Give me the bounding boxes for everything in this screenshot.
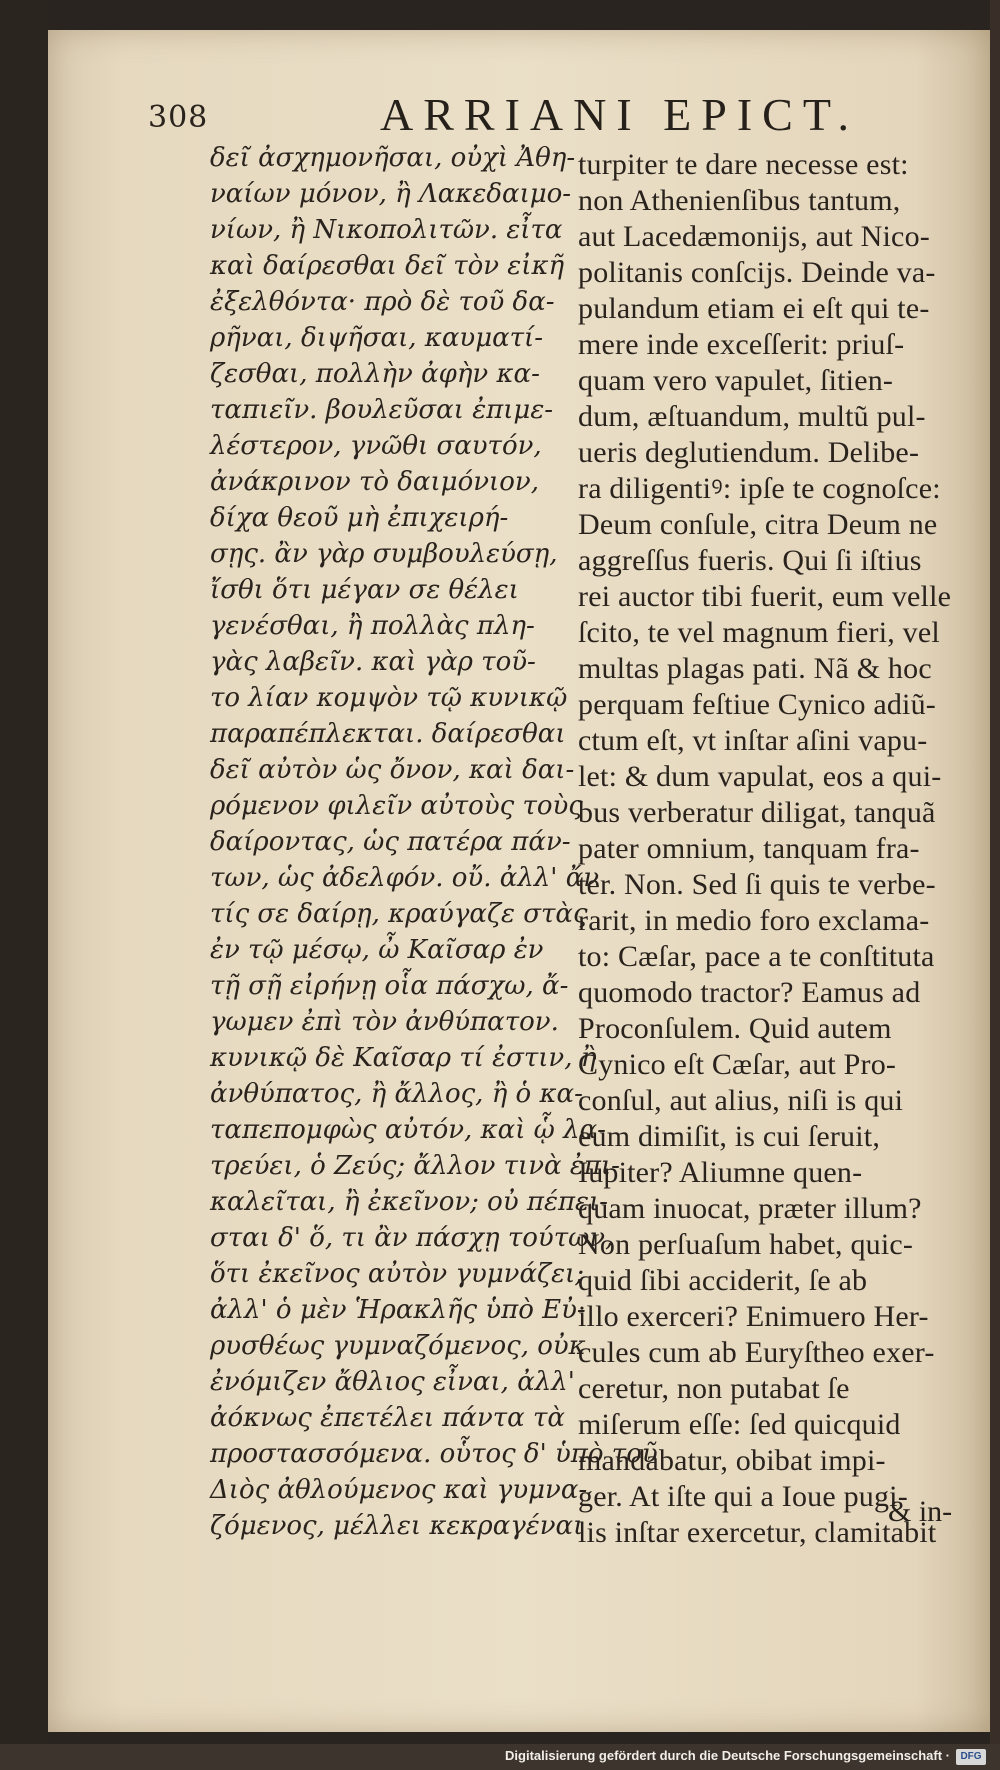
latin-text-line: quid ſibi acciderit, ſe ab <box>578 1264 868 1297</box>
greek-text-line: λέστερον, γνῶθι σαυτόν, <box>210 431 542 461</box>
greek-text-line: νίων, ἢ Νικοπολιτῶν. εἶτα <box>210 215 563 245</box>
greek-text-line: γενέσθαι, ἢ πολλὰς πλη- <box>210 611 535 641</box>
greek-text-line: προστασσόμενα. οὗτος δ' ὑπὸ τοῦ <box>210 1439 658 1469</box>
latin-text-line: ſcito, te vel magnum fieri, vel <box>578 616 940 649</box>
latin-text-line: lis inſtar exercetur, clamitabit <box>578 1516 937 1549</box>
latin-text-line: conſul, aut alius, niſi is qui <box>578 1084 904 1117</box>
latin-text-line: multas plagas pati. Nã & hoc <box>578 652 932 685</box>
dfg-logo: DFG <box>956 1749 986 1765</box>
latin-text-line: ra diligentiꝰ: ipſe te cognoſce: <box>578 472 941 505</box>
latin-text-line: ceretur, non putabat ſe <box>578 1372 850 1405</box>
latin-text-line: ger. At iſte qui a Ioue pugi- <box>578 1480 908 1513</box>
greek-text-line: ρῆναι, διψῆσαι, καυματί- <box>210 323 544 353</box>
latin-text-line: Cynico eſt Cæſar, aut Pro- <box>578 1048 897 1081</box>
catchword: & in- <box>888 1495 953 1528</box>
greek-text-line: τῇ σῇ εἰρήνῃ οἷα πάσχω, ἄ- <box>210 971 569 1001</box>
latin-text-line: ter. Non. Sed ſi quis te verbe- <box>578 868 936 901</box>
greek-text-line: κυνικῷ δὲ Καῖσαρ τί ἐστιν, ἢ <box>210 1043 597 1073</box>
greek-text-line: σῃς. ἂν γὰρ συμβουλεύσῃ, <box>210 539 558 569</box>
greek-text-line: ναίων μόνον, ἢ Λακεδαιμο- <box>210 179 572 209</box>
latin-text-line: let: & dum vapulat, eos a qui- <box>578 760 942 793</box>
latin-text-line: Proconſulem. Quid autem <box>578 1012 892 1045</box>
greek-text-line: ἀνάκρινον τὸ δαιμόνιον, <box>210 467 539 497</box>
greek-text-line: καὶ δαίρεσθαι δεῖ τὸν εἰκῆ <box>210 251 565 281</box>
greek-text-line: γὰς λαβεῖν. καὶ γὰρ τοῦ- <box>210 647 536 677</box>
greek-text-line: δεῖ ἀσχημονῆσαι, οὐχὶ Ἀθη- <box>210 143 576 173</box>
latin-text-line: illo exerceri? Enimuero Her- <box>578 1300 929 1333</box>
greek-text-line: ἐνόμιζεν ἄθλιος εἶναι, ἀλλ' <box>210 1367 575 1397</box>
greek-text-line: σται δ' ὅ, τι ἂν πάσχῃ τούτων, <box>210 1223 614 1253</box>
greek-text-line: ἀόκνως ἐπετέλει πάντα τὰ <box>210 1403 565 1433</box>
greek-text-line: ζόμενος, μέλλει κεκραγέναι <box>210 1511 584 1541</box>
latin-text-line: ctum eſt, vt inſtar aſini vapu- <box>578 724 928 757</box>
latin-text-line: Non perſuaſum habet, quic- <box>578 1228 914 1261</box>
latin-text-line: mere inde exceſſerit: priuſ- <box>578 328 905 361</box>
latin-column <box>578 147 978 1551</box>
greek-text-line: δίχα θεοῦ μὴ ἐπιχειρή- <box>210 503 509 533</box>
latin-text-line: bus verberatur diligat, tanquã <box>578 796 936 829</box>
latin-text-line: aut Lacedæmonijs, aut Nico- <box>578 220 930 253</box>
greek-text-line: Διὸς ἀθλούμενος καὶ γυμνα- <box>210 1475 588 1505</box>
latin-text-line: rei auctor tibi fuerit, eum velle <box>578 580 952 613</box>
latin-text-line: cules cum ab Euryſtheo exer- <box>578 1336 935 1369</box>
greek-text-line: δεῖ αὐτὸν ὡς ὄνον, καὶ δαι- <box>210 755 575 785</box>
greek-text-line: καλεῖται, ἢ ἐκεῖνον; οὐ πέπει- <box>210 1187 608 1217</box>
latin-text-line: pater omnium, tanquam fra- <box>578 832 920 865</box>
scan-left-margin <box>0 0 48 1770</box>
greek-text-line: ταπιεῖν. βουλεῦσαι ἐπιμε- <box>210 395 554 425</box>
greek-text-line: τίς σε δαίρῃ, κραύγαζε στὰς <box>210 899 588 929</box>
greek-text-line: παραπέπλεκται. δαίρεσθαι <box>210 719 566 749</box>
latin-text-line: politanis conſcijs. Deinde va- <box>578 256 936 289</box>
latin-text-line: to: Cæſar, pace a te conſtituta <box>578 940 935 973</box>
page-number: 308 <box>148 100 209 135</box>
greek-text-line: ἐν τῷ μέσῳ, ὦ Καῖσαρ ἐν <box>210 935 544 965</box>
latin-text-line: Deum conſule, citra Deum ne <box>578 508 938 541</box>
greek-text-line: των, ὡς ἀδελφόν. οὔ. ἀλλ' ἄν <box>210 863 600 893</box>
greek-text-line: ρυσθέως γυμναζόμενος, οὐκ <box>210 1331 586 1361</box>
latin-text-line: Iupiter? Aliumne quen- <box>578 1156 863 1189</box>
latin-text-line: miſerum eſſe: ſed quicquid <box>578 1408 901 1441</box>
latin-text-line: mandabatur, obibat impi- <box>578 1444 886 1477</box>
greek-text-line: ἐξελθόντα· πρὸ δὲ τοῦ δα- <box>210 287 555 317</box>
greek-text-line: το λίαν κομψὸν τῷ κυνικῷ <box>210 683 568 713</box>
greek-text-line: ἀλλ' ὁ μὲν Ἡρακλῆς ὑπὸ Εὐ- <box>210 1295 586 1325</box>
latin-text-line: quomodo tractor? Eamus ad <box>578 976 921 1009</box>
greek-text-line: ρόμενον φιλεῖν αὐτοὺς τοὺς <box>210 791 583 821</box>
digitization-credit: Digitalisierung gefördert durch die Deutsche Forschungsgemeinschaft · <box>505 1748 950 1763</box>
latin-text-line: turpiter te dare necesse est: <box>578 148 909 181</box>
greek-text-line: γωμεν ἐπὶ τὸν ἀνθύπατον. <box>210 1007 559 1037</box>
latin-text-line: ueris deglutiendum. Delibe- <box>578 436 920 469</box>
greek-text-line: ζεσθαι, πολλὴν ἀφὴν κα- <box>210 359 540 389</box>
scan-right-margin <box>990 0 1000 1770</box>
latin-text-line: perquam feſtiue Cynico adiũ- <box>578 688 936 721</box>
running-head: ARRIANI EPICT. <box>380 89 860 140</box>
latin-text-line: dum, æſtuandum, multũ pul- <box>578 400 926 433</box>
greek-text-line: ἀνθύπατος, ἢ ἄλλος, ἢ ὁ κα- <box>210 1079 583 1109</box>
latin-text-line: quam vero vapulet, ſitien- <box>578 364 894 397</box>
latin-text-line: pulandum etiam ei eſt qui te- <box>578 292 930 325</box>
greek-text-line: δαίροντας, ὡς πατέρα πάν- <box>210 827 571 857</box>
latin-text-line: eum dimiſit, is cui ſeruit, <box>578 1120 881 1153</box>
latin-text-line: aggreſſus fueris. Qui ſi iſtius <box>578 544 922 577</box>
greek-text-line: ταπεπομφὼς αὐτόν, καὶ ᾧ λα- <box>210 1115 606 1145</box>
greek-column <box>210 140 658 1544</box>
greek-text-line: ὅτι ἐκεῖνος αὐτὸν γυμνάζει; <box>210 1259 585 1289</box>
latin-text-line: rarit, in medio foro exclama- <box>578 904 930 937</box>
latin-text-line: quam inuocat, præter illum? <box>578 1192 922 1225</box>
greek-text-line: ἴσθι ὅτι μέγαν σε θέλει <box>210 575 519 605</box>
latin-text-line: non Athenienſibus tantum, <box>578 184 901 217</box>
greek-text-line: τρεύει, ὁ Ζεύς; ἄλλον τινὰ ἐπι- <box>210 1151 620 1181</box>
